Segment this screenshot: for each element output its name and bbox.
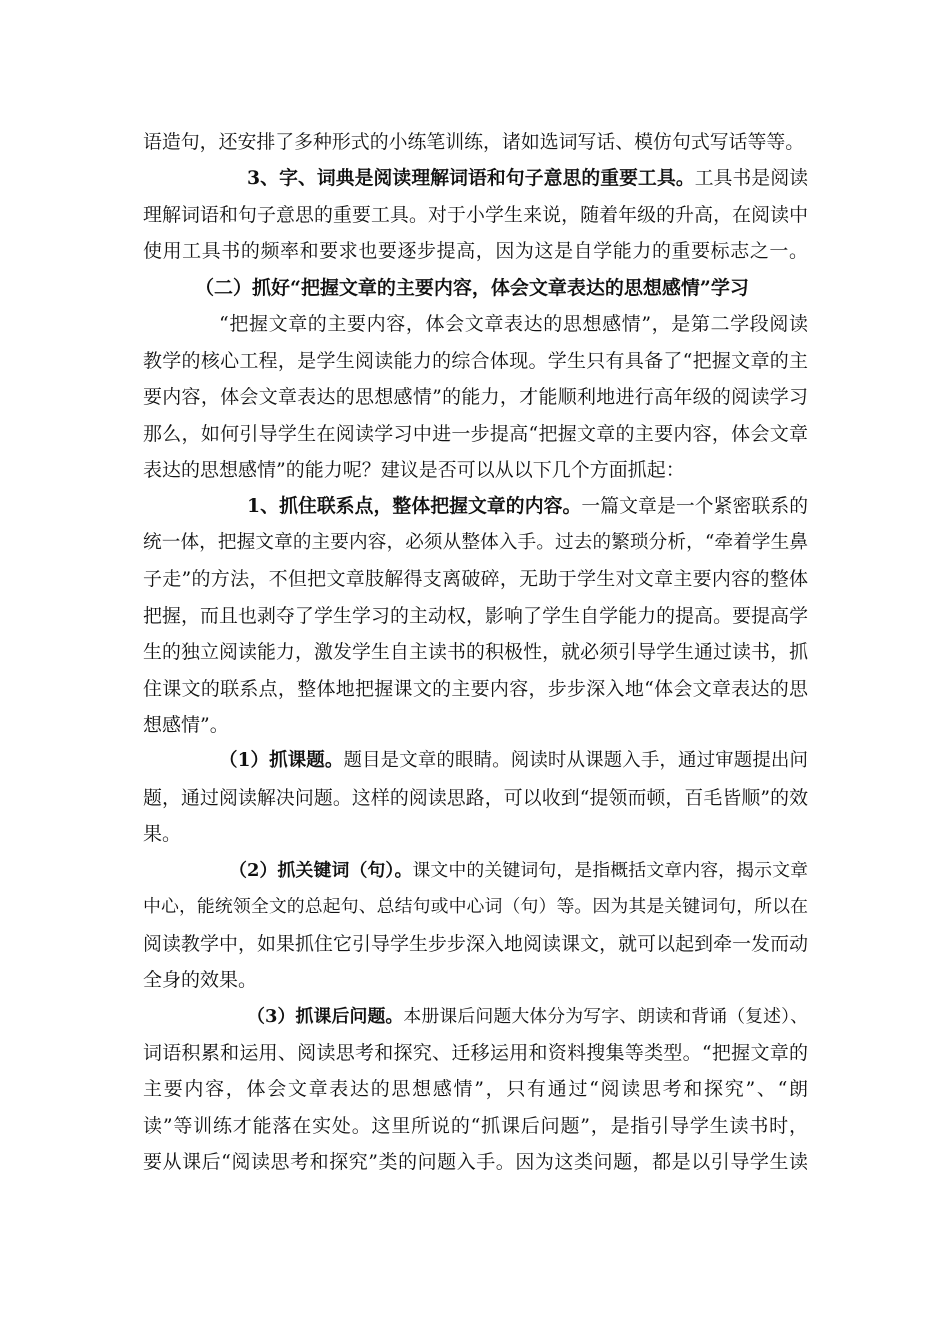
body-text: “把握文章的主要内容，体会文章表达的思想感情”，是第二学段阅读 (219, 313, 808, 336)
text-line (143, 270, 808, 306)
body-text: 一篇文章是一个紧密联系的 (581, 496, 808, 518)
body-text: 工具书是阅读 (694, 168, 809, 190)
text-line (143, 1144, 808, 1180)
body-text: 生的独立阅读能力，激发学生自主读书的积极性，就必须引导学生通过读书，抓 (143, 641, 808, 664)
document-body (143, 124, 808, 1181)
body-text: 要内容，体会文章表达的思想感情”的能力，才能顺利地进行高年级的阅读学习 (143, 386, 808, 409)
text-line (143, 525, 808, 561)
heading-text: （二）抓好“把握文章的主要内容，体会文章表达的思想感情”学习 (195, 276, 749, 299)
text-line (143, 889, 808, 925)
text-line (143, 743, 808, 779)
body-text: 把握，而且也剥夺了学生学习的主动权，影响了学生自学能力的提高。要提高学 (143, 604, 808, 627)
text-line (143, 452, 808, 488)
heading-text: （3）抓课后问题。 (247, 1005, 404, 1027)
text-line (143, 343, 808, 379)
text-line (143, 598, 808, 634)
body-text: 读”等训练才能落在实处。这里所说的“抓课后问题”，是指引导学生读书时， (143, 1114, 808, 1137)
body-text: 语造句，还安排了多种形式的小练笔训练，诸如选词写话、模仿句式写话等等。 (143, 131, 805, 153)
text-line (143, 962, 808, 998)
body-text: 表达的思想感情”的能力呢？建议是否可以从以下几个方面抓起： (143, 458, 685, 481)
body-text: 阅读教学中，如果抓住它引导学生步步深入地阅读课文，就可以起到牵一发而动 (143, 932, 808, 955)
text-line (143, 1108, 808, 1144)
body-text: 要从课后“阅读思考和探究”类的问题入手。因为这类问题，都是以引导学生读 (143, 1151, 808, 1174)
heading-text: （2）抓关键词（句）。 (229, 859, 413, 881)
body-text: 统一体，把握文章的主要内容，必须从整体入手。过去的繁琐分析，“牵着学生鼻 (143, 531, 808, 553)
text-line (143, 780, 808, 816)
text-line (143, 561, 808, 597)
text-line (143, 634, 808, 670)
text-line (143, 379, 808, 415)
body-text: 理解词语和句子意思的重要工具。对于小学生来说，随着年级的升高，在阅读中 (143, 203, 808, 226)
body-text: 词语积累和运用、阅读思考和探究、迁移运用和资料搜集等类型。“把握文章的 (143, 1041, 808, 1064)
text-line (143, 1071, 808, 1107)
text-line (143, 926, 808, 962)
heading-text: （1）抓课题。 (219, 750, 344, 772)
body-text: 子走”的方法，不但把文章肢解得支离破碎，无助于学生对文章主要内容的整体 (143, 568, 808, 591)
body-text: 主要内容，体会文章表达的思想感情”，只有通过“阅读思考和探究”、“朗 (143, 1078, 808, 1101)
text-line (143, 160, 808, 196)
text-line (143, 306, 808, 342)
text-line (143, 488, 808, 524)
text-line (143, 233, 808, 269)
text-line (143, 1035, 808, 1071)
text-line (143, 124, 808, 160)
body-text: 全身的效果。 (143, 969, 258, 992)
body-text: 想感情”。 (143, 714, 229, 736)
heading-text: 3、字、词典是阅读理解词语和句子意思的重要工具。 (247, 167, 695, 190)
text-line (143, 816, 808, 852)
body-text: 本册课后问题大体分为写字、朗读和背诵（复述）、 (403, 1005, 808, 1027)
text-line (143, 197, 808, 233)
body-text: 那么，如何引导学生在阅读学习中进一步提高“把握文章的主要内容，体会文章 (143, 422, 808, 445)
body-text: 果。 (143, 823, 182, 846)
body-text: 中心，能统领全文的总起句、总结句或中心词（句）等。因为其是关键词句，所以在 (143, 896, 808, 918)
body-text: 课文中的关键词句，是指概括文章内容，揭示文章 (412, 859, 808, 881)
text-line (143, 707, 808, 743)
body-text: 题目是文章的眼睛。阅读时从课题入手，通过审题提出问 (343, 750, 808, 772)
heading-text: 1、抓住联系点，整体把握文章的内容。 (247, 495, 582, 518)
body-text: 住课文的联系点，整体地把握课文的主要内容，步步深入地“体会文章表达的思 (143, 677, 808, 700)
body-text: 题，通过阅读解决问题。这样的阅读思路，可以收到“提领而顿，百毛皆顺”的效 (143, 786, 808, 809)
body-text: 使用工具书的频率和要求也要逐步提高，因为这是自学能力的重要标志之一。 (143, 240, 808, 263)
text-line (143, 416, 808, 452)
text-line (143, 853, 808, 889)
text-line (143, 671, 808, 707)
text-line (143, 999, 808, 1035)
body-text: 教学的核心工程，是学生阅读能力的综合体现。学生只有具备了“把握文章的主 (143, 349, 808, 372)
